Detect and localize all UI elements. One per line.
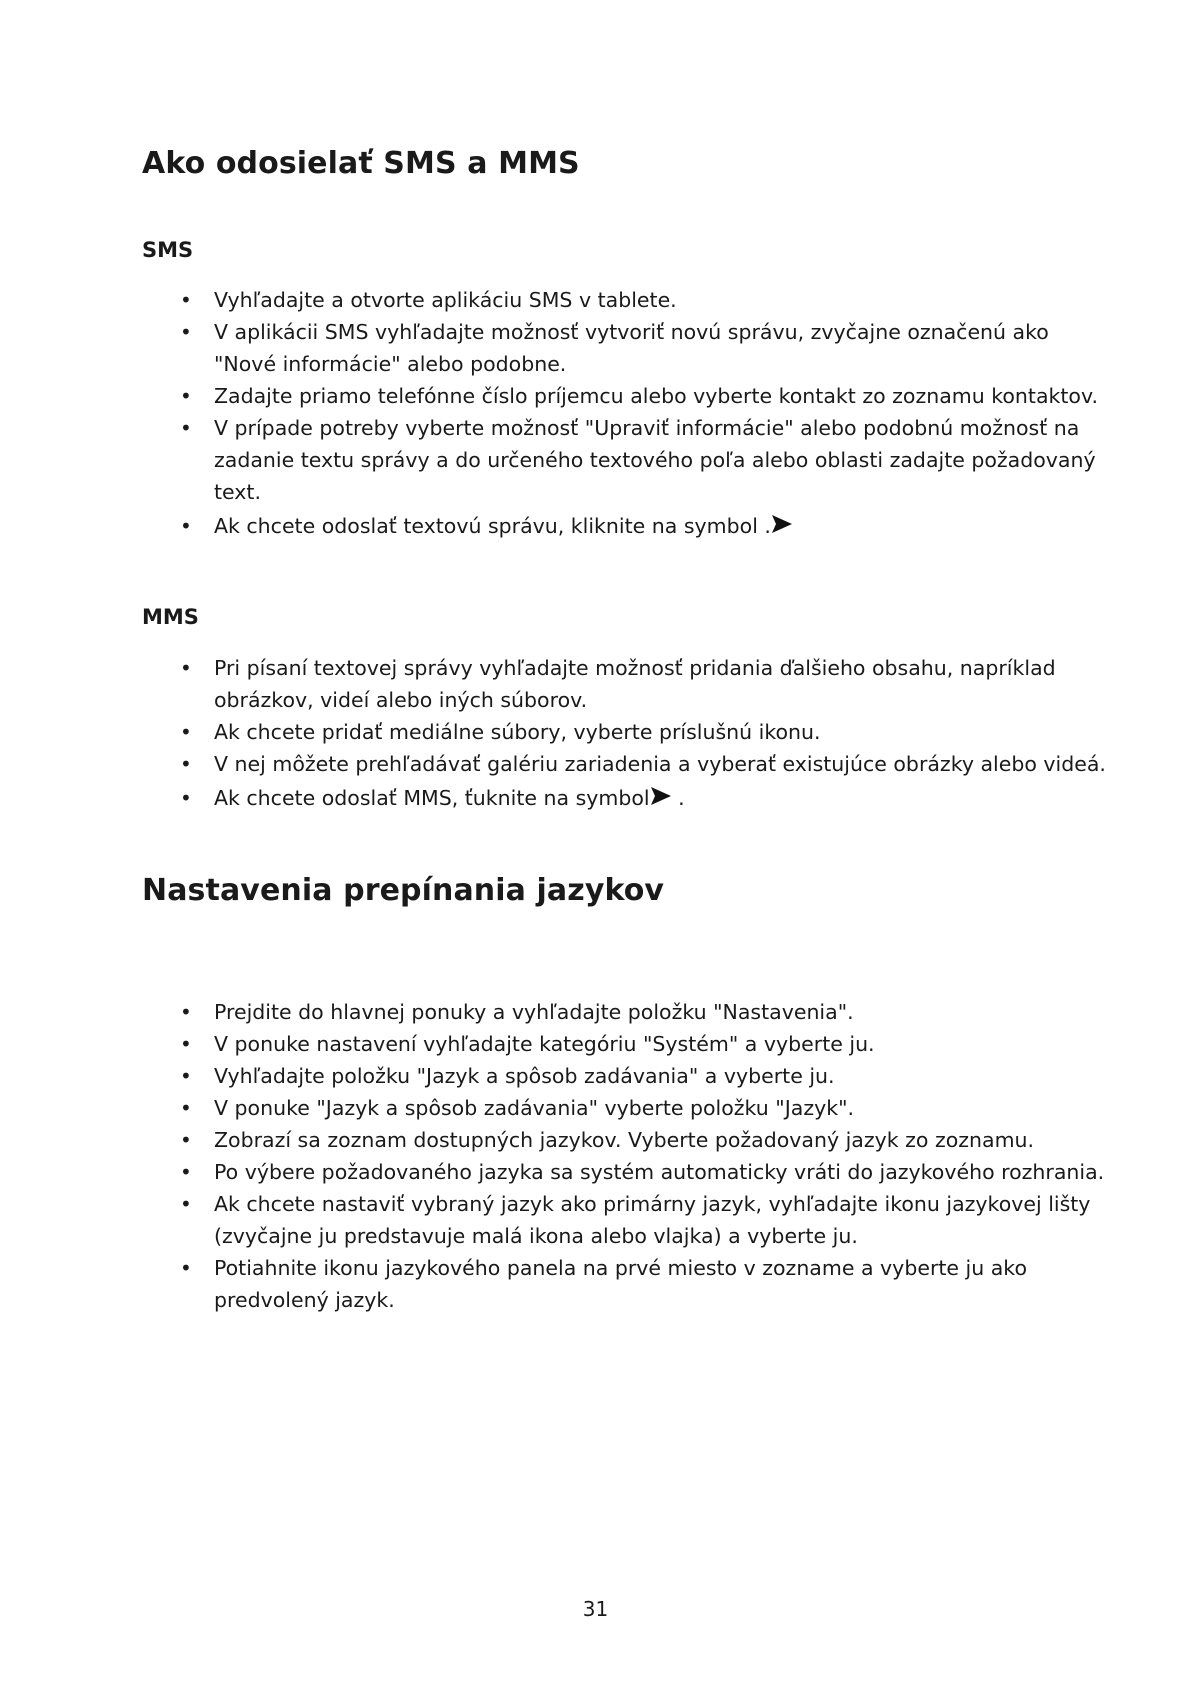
bullet: • [180,1096,192,1120]
send-arrow-icon [650,786,672,806]
page-number: 31 [582,1597,609,1621]
mms-steps-list [0,652,1191,814]
bullet: • [180,1000,192,1024]
list-item: • Zadajte priamo telefónne číslo príjemcu alebo vyberte kontakt zo zoznamu kontaktov. [0,380,1191,412]
list-item: • Ak chcete odoslať MMS, ťuknite na symbol . [0,782,1191,814]
bullet: • [180,320,192,344]
list-item: • Vyhľadajte a otvorte aplikáciu SMS v tablete. [0,284,1191,316]
bullet: • [180,416,192,440]
list-item: • Zobrazí sa zoznam dostupných jazykov. Vyberte požadovaný jazyk zo zoznamu. [0,1124,1191,1156]
list-item: • V nej môžete prehľadávať galériu zariadenia a vyberať existujúce obrázky alebo videá. [0,748,1191,780]
section-title-language: Nastavenia prepínania jazykov [142,873,665,908]
bullet: • [180,720,192,744]
list-item: • Ak chcete pridať mediálne súbory, vyberte príslušnú ikonu. [0,716,1191,748]
bullet: • [180,1032,192,1056]
bullet: • [180,656,192,680]
bullet: • [180,1128,192,1152]
list-item: • Po výbere požadovaného jazyka sa systém automaticky vráti do jazykového rozhrania. [0,1156,1191,1188]
list-item: • Potiahnite ikonu jazykového panela na prvé miesto v zozname a vyberte ju ako predvolený jazyk. [0,1252,1191,1316]
section-title-sms-mms: Ako odosielať SMS a MMS [142,146,580,181]
bullet: • [180,1192,192,1216]
bullet: • [180,1160,192,1184]
bullet: • [180,514,192,538]
send-arrow-icon [771,514,793,534]
list-item: • V aplikácii SMS vyhľadajte možnosť vytvoriť novú správu, zvyčajne označenú ako "Nové informácie" alebo podobne. [0,316,1191,380]
bullet: • [180,384,192,408]
list-item: • Ak chcete odoslať textovú správu, kliknite na symbol . [0,510,1191,542]
list-item: • V prípade potreby vyberte možnosť "Upraviť informácie" alebo podobnú možnosť na zadanie textu správy a do určeného textového poľa alebo oblasti zadajte požadovaný text. [0,412,1191,508]
list-item: • Prejdite do hlavnej ponuky a vyhľadajte položku "Nastavenia". [0,996,1191,1028]
sms-heading: SMS [142,238,194,262]
bullet: • [180,1064,192,1088]
list-item: • Pri písaní textovej správy vyhľadajte možnosť pridania ďalšieho obsahu, napríklad obrázkov, videí alebo iných súborov. [0,652,1191,716]
list-item: • V ponuke "Jazyk a spôsob zadávania" vyberte položku "Jazyk". [0,1092,1191,1124]
list-item: • Ak chcete nastaviť vybraný jazyk ako primárny jazyk, vyhľadajte ikonu jazykovej lišty (zvyčajne ju predstavuje malá ikona alebo vlajka) a vyberte ju. [0,1188,1191,1252]
language-steps-list [0,996,1191,1316]
list-item: • V ponuke nastavení vyhľadajte kategóriu "Systém" a vyberte ju. [0,1028,1191,1060]
bullet: • [180,288,192,312]
bullet: • [180,1256,192,1280]
mms-heading: MMS [142,605,199,629]
bullet: • [180,752,192,776]
sms-steps-list [0,284,1191,542]
bullet: • [180,786,192,810]
list-item: • Vyhľadajte položku "Jazyk a spôsob zadávania" a vyberte ju. [0,1060,1191,1092]
